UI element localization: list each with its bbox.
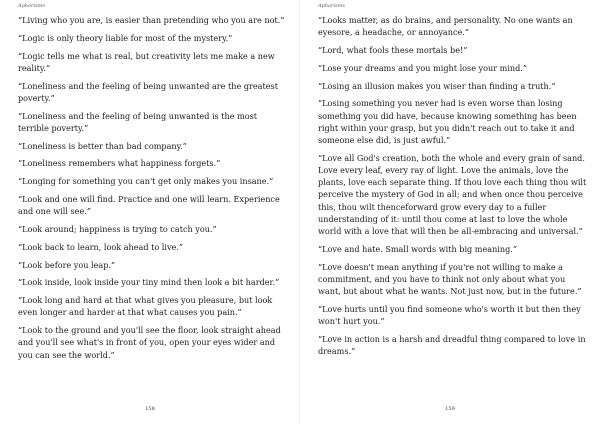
quote: “Love doesn't mean anything if you're not willing to make a commitment, and you have to think not only about what you want, but about what he wants. Not just now, but in the future.” [318, 261, 582, 297]
quote: “Lord, what fools these mortals be!” [318, 45, 468, 55]
quote: “Loneliness remembers what happiness forgets.” [18, 158, 221, 169]
right-page [300, 0, 600, 424]
quote: “Look long and hard at that what gives you pleasure, but look even longer and harder at that what causes you pain.” [18, 295, 273, 318]
quote: “Love and hate. Small words with big meaning.” [318, 243, 517, 254]
quote: “Looks matter, as do brains, and personality. No one wants an eyesore, a headache, or annoyance.” [318, 15, 573, 38]
quote: “Look inside, look inside your tiny mind then look a bit harder.” [18, 277, 280, 288]
quote: “Love in action is a harsh and dreadful thing compared to love in dreams.” [318, 333, 586, 357]
quote: “Look around; happiness is trying to catch you.” [18, 223, 217, 234]
page-number: 159 [445, 406, 455, 412]
quote-list [18, 14, 288, 366]
quote: “Look back to learn, look ahead to live.” [18, 241, 184, 252]
quote: “Look to the ground and you'll see the floor, look straight ahead and you'll see what's in front of you, open your eyes wider and you can see the world.” [18, 325, 281, 360]
quote: “Love all God's creation, both the whole and every grain of sand. Love every leaf, every ray of light. Love the animals, love the plants, love each separate thing. If thou love each thing thou wilt perceive the mystery of God in all; and when once thou perceive this, thou wilt thenceforward grow every day to a fuller understanding of it: until thou come at last to love the whole world with a love that will then be all-embracing and universal.” [318, 152, 587, 237]
quote: “Loneliness and the feeling of being unwanted are the greatest poverty.” [18, 80, 278, 103]
running-head: Aphorisms [18, 3, 45, 9]
quote: “Losing something you never had is even worse than losing something you did have, because knowing something has been right within your grasp, but you didn't reach out to take it and someone else did, is just awful.” [318, 98, 577, 145]
quote: “Loneliness is better than bad company.” [18, 140, 187, 151]
quote: “Logic is only theory liable for most of the mystery.” [18, 32, 233, 43]
quote: “Look before you leap.” [18, 259, 116, 270]
quote: “Losing an illusion makes you wiser than finding a truth.” [318, 80, 556, 91]
page-number: 158 [145, 406, 155, 412]
quote: “Longing for something you can't get only makes you insane.” [18, 176, 274, 187]
running-head: Aphorisms [318, 3, 345, 9]
quote: “Love hurts until you find someone who's worth it but then they won't hurt you.” [318, 303, 581, 327]
quote: “Living who you are, is easier than pretending who you are not.” [18, 15, 285, 25]
quote: “Loneliness and the feeling of being unwanted is the most terrible poverty.” [18, 110, 258, 133]
quote: “Look and one will find. Practice and one will learn. Experience and one will see.” [18, 193, 280, 217]
quote-list [318, 14, 590, 363]
quote: “Logic tells me what is real, but creativity lets me make a new reality.” [18, 50, 275, 73]
quote: “Lose your dreams and you might lose your mind.” [318, 62, 528, 73]
